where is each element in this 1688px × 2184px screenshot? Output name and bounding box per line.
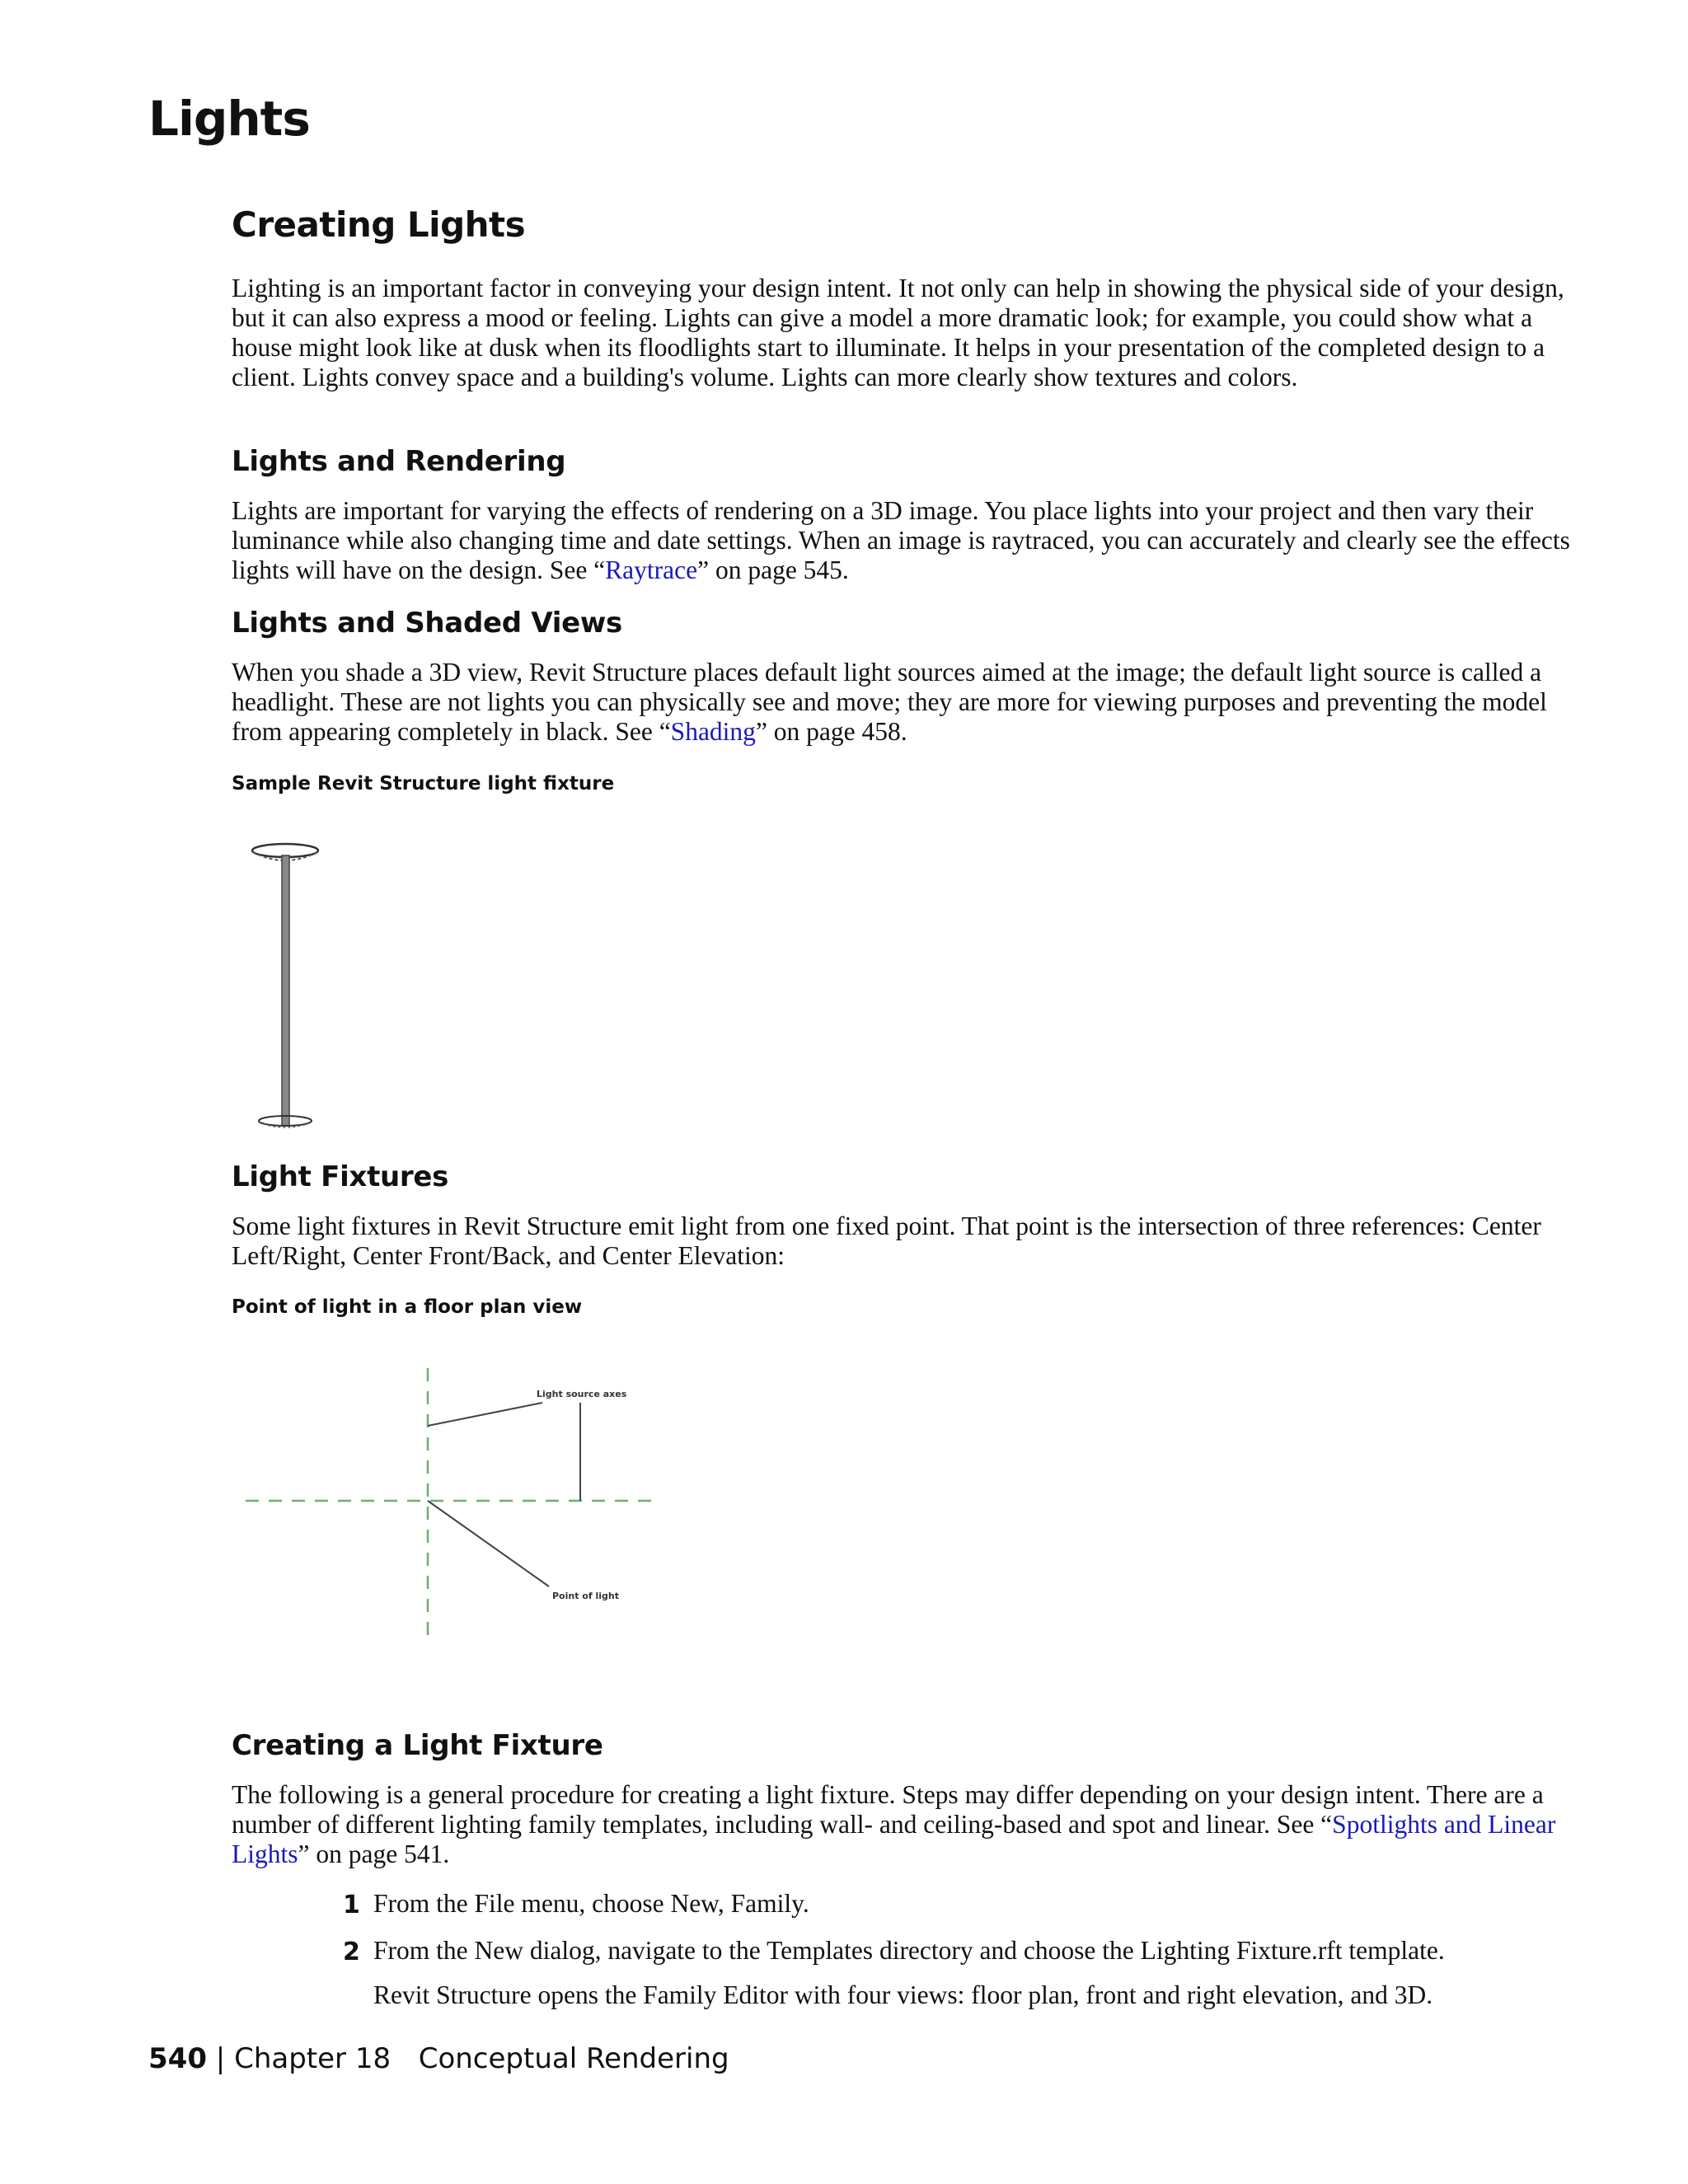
spotlights-link[interactable]: Spotlights and Linear Lights <box>232 1810 1556 1868</box>
text-before-link: Lights are important for varying the effects of rendering on a 3D image. You place lights into your project and then vary their luminance while also changing time and date settings. When an image is raytraced, you can accurately and clearly see the effects lights will have on the design. See “ <box>232 496 1570 584</box>
page-title: Lights <box>148 91 310 147</box>
section-title: Creating Lights <box>232 204 526 245</box>
footer-separator: | <box>215 2042 226 2075</box>
intro-paragraph: Lighting is an important factor in conveying your design intent. It not only can help in showing the physical side of your design, but it can also express a mood or feeling. Lights can give a model a more dramatic look; for example, you could show what a house might look like at dusk when its floodlights start to illuminate. It helps in your presentation of the completed design to a client. Lights convey space and a building's volume. Lights can more clearly show textures and colors. <box>232 274 1564 391</box>
text-after-link: ” on page 545. <box>697 555 849 584</box>
heading-lights-and-rendering: Lights and Rendering <box>232 445 566 478</box>
chapter-title: Conceptual Rendering <box>418 2042 729 2075</box>
label-point-of-light: Point of light <box>552 1591 619 1601</box>
paragraph-light-fixtures: Some light fixtures in Revit Structure emit light from one fixed point. That point is the intersection of three references: Center Left/Right, Center Front/Back, and Center Elevation: <box>232 1212 1541 1270</box>
light-fixture-figure <box>239 832 338 1141</box>
text-before-link: The following is a general procedure for creating a light fixture. Steps may differ depending on your design intent. There are a number of different lighting family templates, including wall- and ceiling-based and spot and linear. See “ <box>232 1780 1544 1839</box>
step-note: Revit Structure opens the Family Editor with four views: floor plan, front and right elevation, and 3D. <box>373 1980 1433 2009</box>
heading-creating-light-fixture: Creating a Light Fixture <box>232 1729 603 1762</box>
heading-light-fixtures: Light Fixtures <box>232 1160 449 1193</box>
text-after-link: ” on page 541. <box>298 1840 450 1868</box>
page-footer <box>148 2042 729 2075</box>
chapter-label: Chapter 18 <box>234 2042 392 2075</box>
text-after-link: ” on page 458. <box>755 717 907 746</box>
step-text: From the File menu, choose New, Family. <box>373 1889 809 1918</box>
step-text: From the New dialog, navigate to the Templates directory and choose the Lighting Fixture.rft template. <box>373 1936 1445 1965</box>
shading-link[interactable]: Shading <box>670 717 756 746</box>
figure-caption-point-of-light: Point of light in a floor plan view <box>232 1296 583 1318</box>
paragraph-lights-and-shaded-views <box>232 658 1596 747</box>
step-number: 2 <box>343 1938 360 1966</box>
figure-caption-light-fixture: Sample Revit Structure light fixture <box>232 773 615 794</box>
paragraph-creating-light-fixture <box>232 1780 1596 1869</box>
raytrace-link[interactable]: Raytrace <box>605 555 698 584</box>
paragraph-lights-and-rendering <box>232 496 1596 585</box>
point-of-light-figure <box>231 1360 668 1648</box>
heading-lights-and-shaded-views: Lights and Shaded Views <box>232 607 622 640</box>
label-light-source-axes: Light source axes <box>537 1389 627 1399</box>
text-before-link: When you shade a 3D view, Revit Structure places default light sources aimed at the image; the default light source is called a headlight. These are not lights you can physically see and move; they are more for viewing purposes and preventing the model from appearing completely in black. See “ <box>232 658 1547 746</box>
step-number: 1 <box>343 1891 360 1919</box>
page-number: 540 <box>148 2042 207 2075</box>
